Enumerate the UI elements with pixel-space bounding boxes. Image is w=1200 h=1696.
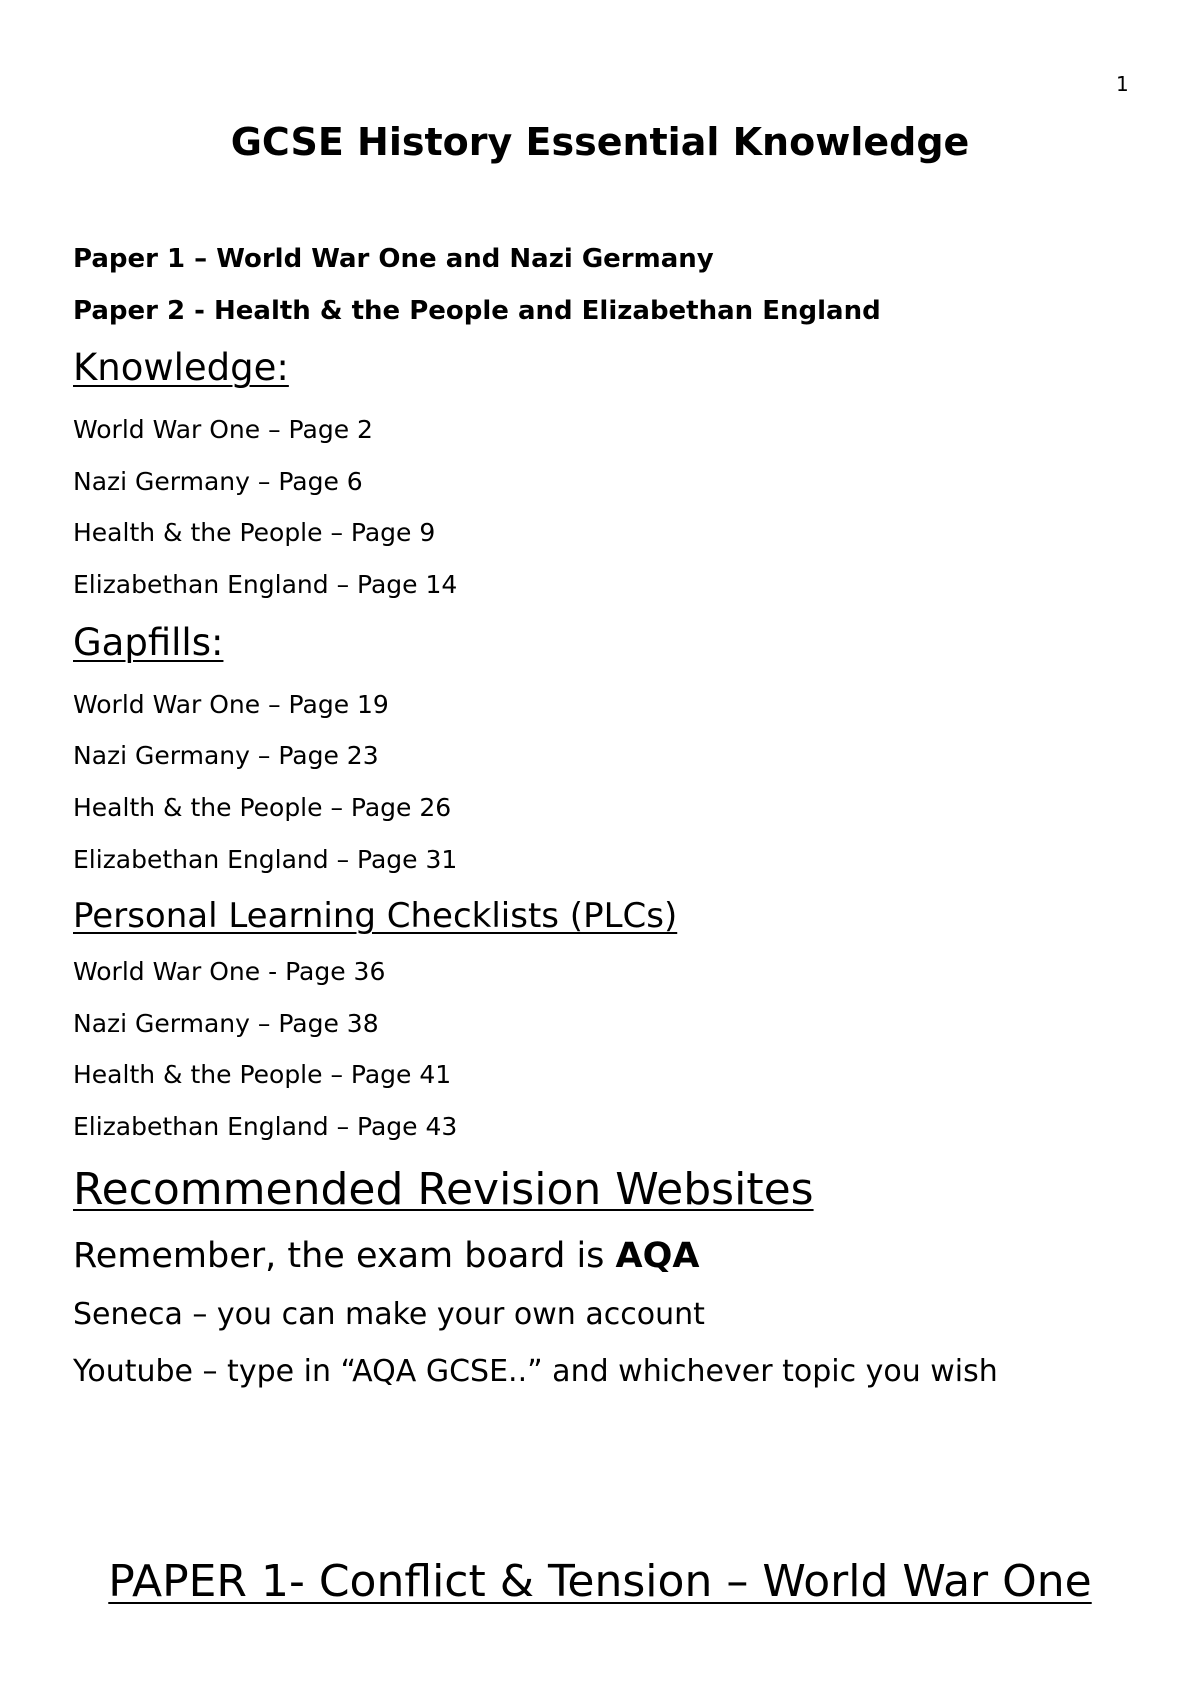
gapfills-item: Nazi Germany – Page 23 xyxy=(73,741,379,770)
paper-2-line: Paper 2 - Health & the People and Elizabethan England xyxy=(73,296,881,326)
gapfills-item: Health & the People – Page 26 xyxy=(73,793,452,822)
exam-board-reminder xyxy=(73,1236,699,1276)
plcs-item: Elizabethan England – Page 43 xyxy=(73,1112,458,1141)
websites-heading: Recommended Revision Websites xyxy=(73,1164,814,1215)
plcs-item: Nazi Germany – Page 38 xyxy=(73,1009,379,1038)
knowledge-item: Nazi Germany – Page 6 xyxy=(73,467,363,496)
page-number: 1 xyxy=(1116,72,1129,96)
exam-board-reminder-text: Remember, the exam board is xyxy=(73,1236,616,1276)
knowledge-item: Health & the People – Page 9 xyxy=(73,518,436,547)
knowledge-item: World War One – Page 2 xyxy=(73,415,373,444)
exam-board-name: AQA xyxy=(615,1236,700,1276)
knowledge-heading: Knowledge: xyxy=(73,346,289,389)
website-youtube: Youtube – type in “AQA GCSE..” and whichever topic you wish xyxy=(73,1354,998,1389)
knowledge-item: Elizabethan England – Page 14 xyxy=(73,570,458,599)
gapfills-heading: Gapfills: xyxy=(73,621,224,664)
website-seneca: Seneca – you can make your own account xyxy=(73,1297,705,1332)
plcs-item: Health & the People – Page 41 xyxy=(73,1060,452,1089)
gapfills-item: Elizabethan England – Page 31 xyxy=(73,845,458,874)
plcs-item: World War One - Page 36 xyxy=(73,957,386,986)
document-title: GCSE History Essential Knowledge xyxy=(230,120,970,164)
gapfills-item: World War One – Page 19 xyxy=(73,690,389,719)
plcs-heading: Personal Learning Checklists (PLCs) xyxy=(73,896,678,936)
paper-1-line: Paper 1 – World War One and Nazi Germany xyxy=(73,244,714,274)
section-title-paper-1: PAPER 1- Conflict & Tension – World War One xyxy=(108,1556,1092,1607)
